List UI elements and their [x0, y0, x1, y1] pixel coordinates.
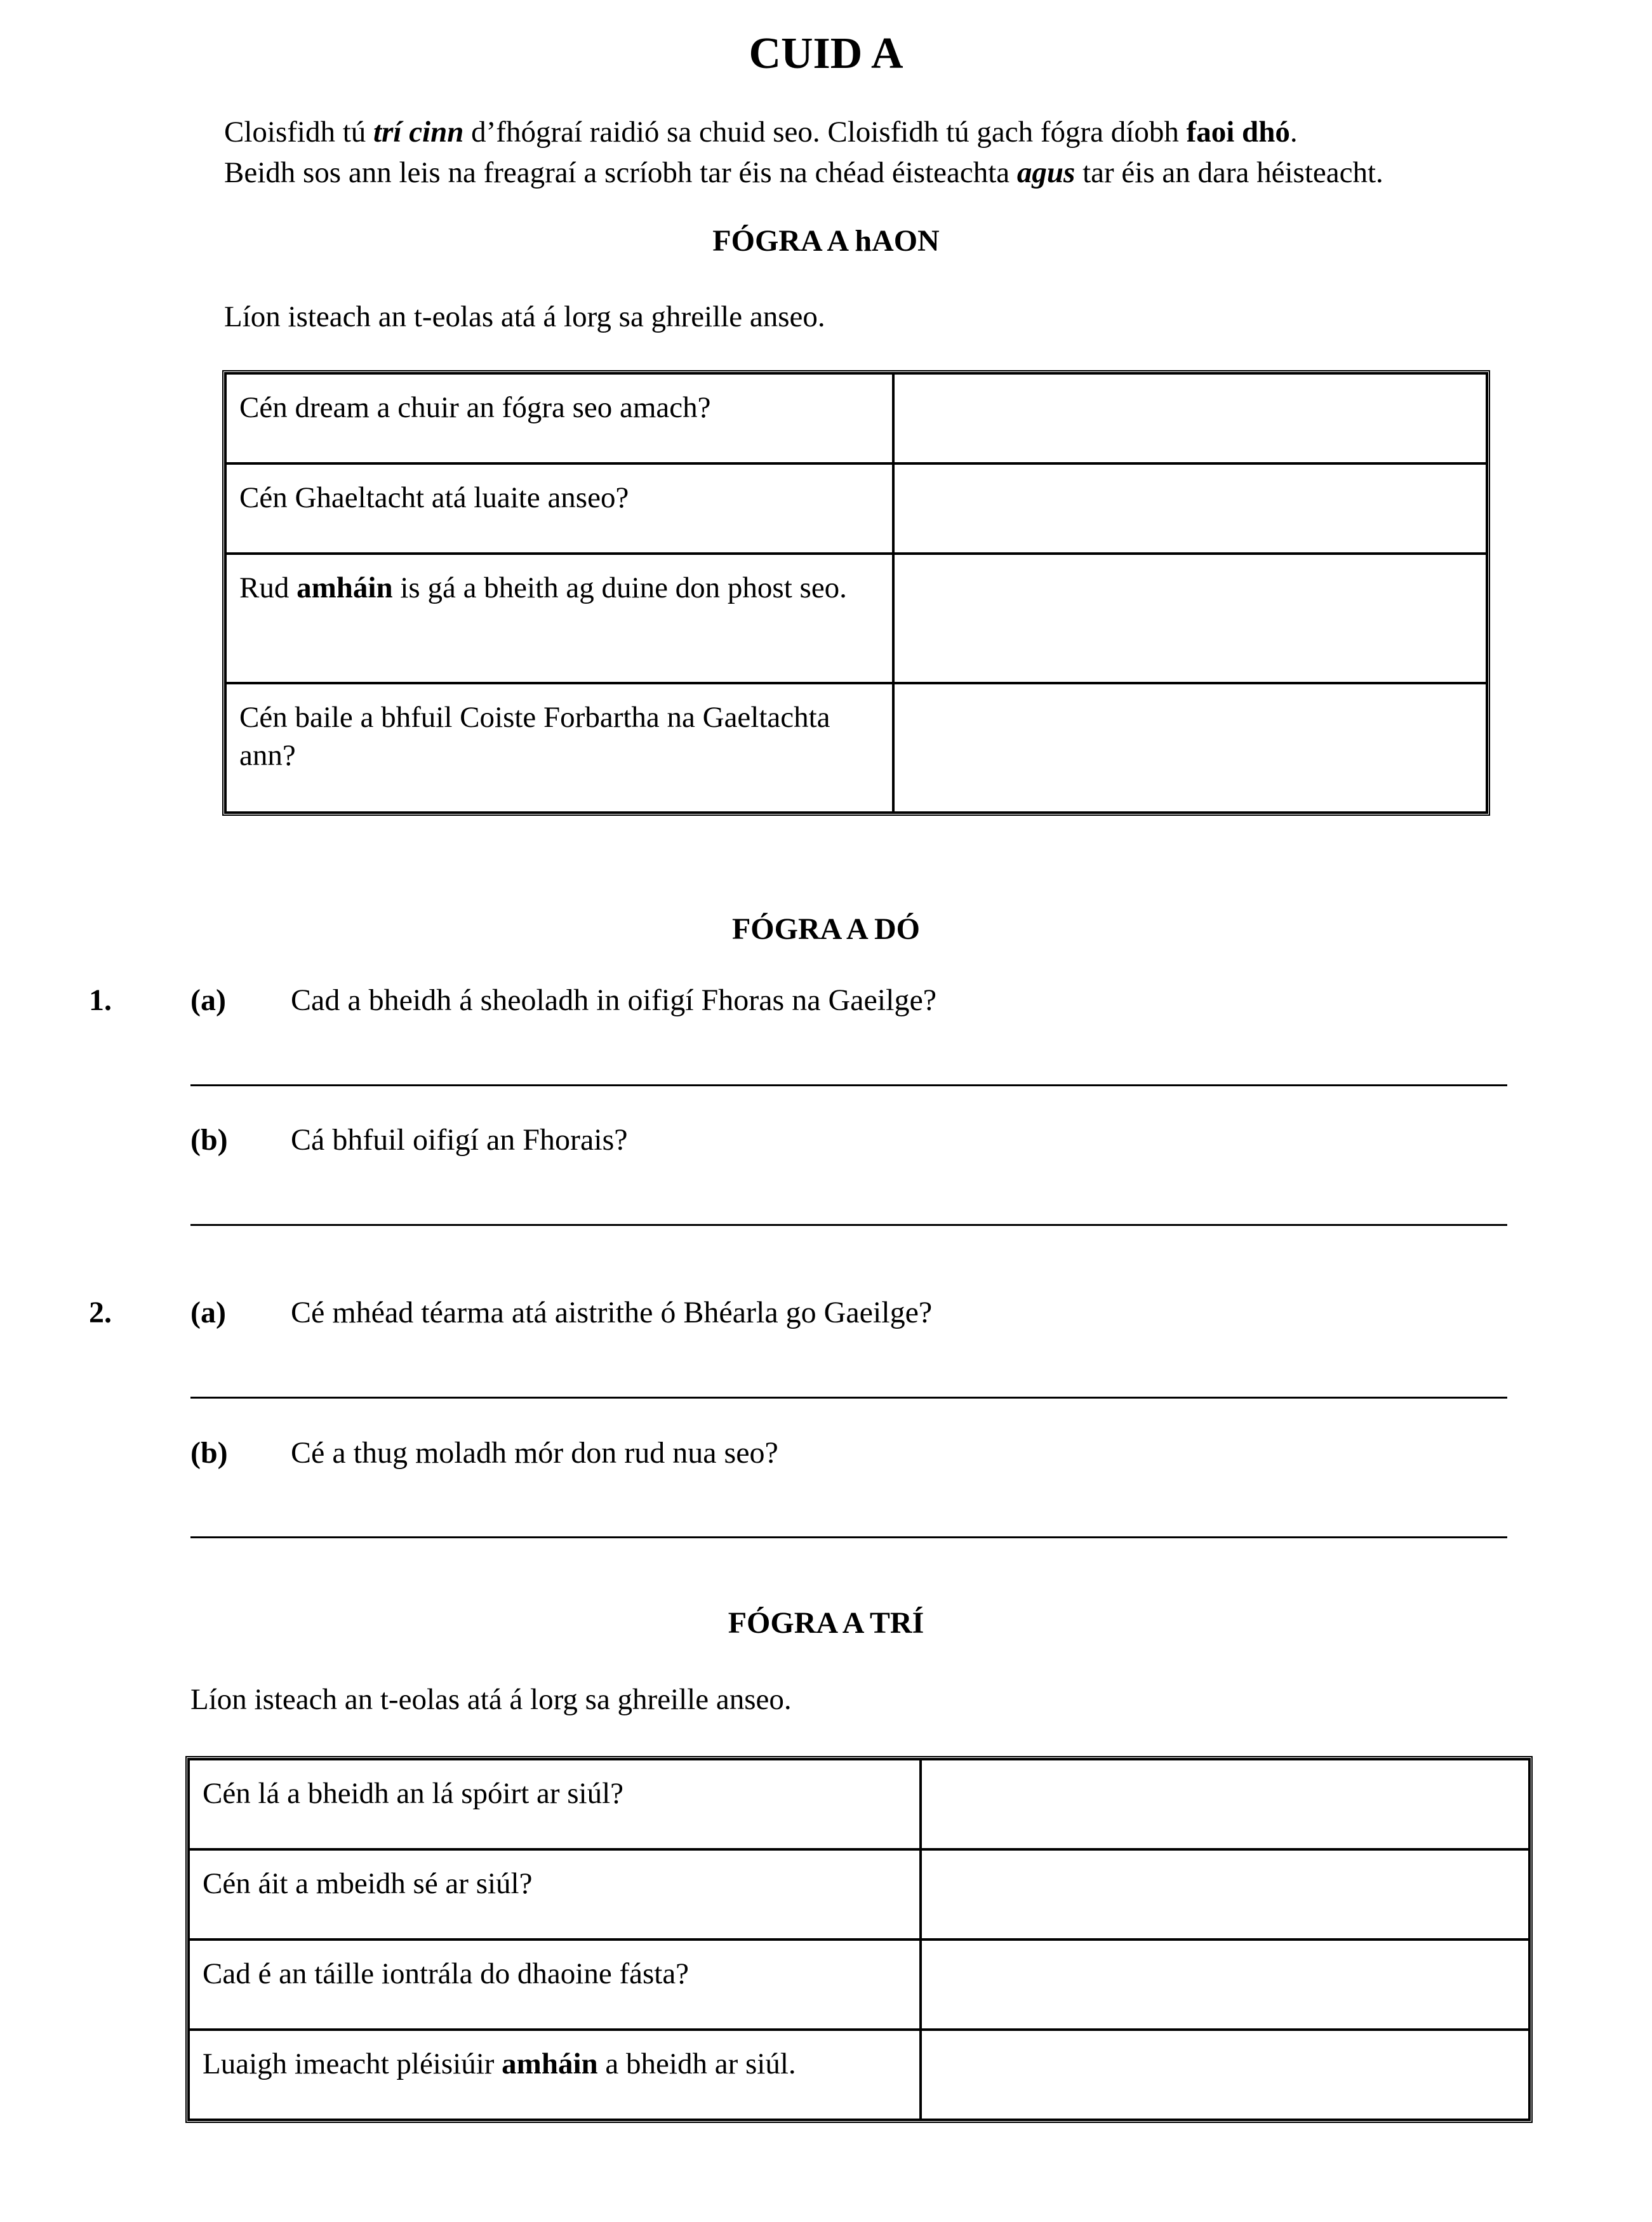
ad1-grid-row [225, 373, 1487, 463]
ad1-grid [222, 370, 1490, 816]
q1b-label: (b) [190, 1123, 228, 1157]
ad3-instruction: Líon isteach an t-eolas atá á lorg sa ghreille anseo. [190, 1683, 792, 1716]
ad3-grid [185, 1756, 1533, 2123]
q2b-text: Cé a thug moladh mór don rud nua seo? [291, 1436, 778, 1470]
ad3-heading: FÓGRA A TRÍ [728, 1606, 924, 1640]
ad1-grid-row [225, 554, 1487, 683]
ad1-instruction: Líon isteach an t-eolas atá á lorg sa ghreille anseo. [224, 300, 825, 333]
q1b-answer-line[interactable] [190, 1224, 1507, 1226]
q1a-answer-line[interactable] [190, 1084, 1507, 1086]
ad3-grid-row [189, 1849, 1529, 1939]
ad3-question: Cén lá a bheidh an lá spóirt ar siúl? [189, 1759, 921, 1849]
ad1-answer-cell[interactable] [893, 373, 1487, 463]
q2b-label: (b) [190, 1436, 228, 1470]
ad3-answer-cell[interactable] [921, 1759, 1529, 1849]
ad2-heading: FÓGRA A DÓ [731, 912, 921, 946]
ad1-answer-cell[interactable] [893, 463, 1487, 554]
q1-number: 1. [89, 983, 112, 1017]
ad3-grid-row [189, 1939, 1529, 2030]
intro-line-2: Beidh sos ann leis na freagraí a scríobh tar éis na chéad éisteachta agus tar éis an dara héisteacht. [224, 156, 1383, 189]
ad3-answer-cell[interactable] [921, 2030, 1529, 2120]
q2a-answer-line[interactable] [190, 1397, 1507, 1399]
ad1-question: Cén dream a chuir an fógra seo amach? [225, 373, 893, 463]
q1a-text: Cad a bheidh á sheoladh in oifigí Fhoras na Gaeilge? [291, 983, 937, 1017]
ad1-grid-row [225, 683, 1487, 813]
section-title: CUID A [749, 29, 903, 78]
q1b-text: Cá bhfuil oifigí an Fhorais? [291, 1123, 628, 1157]
ad3-grid-row [189, 2030, 1529, 2120]
ad3-grid-row [189, 1759, 1529, 1849]
ad1-answer-cell[interactable] [893, 683, 1487, 813]
ad1-grid-row [225, 463, 1487, 554]
q2a-label: (a) [190, 1296, 226, 1329]
ad1-question: Cén Ghaeltacht atá luaite anseo? [225, 463, 893, 554]
q2a-text: Cé mhéad téarma atá aistrithe ó Bhéarla go Gaeilge? [291, 1296, 933, 1329]
q1a-label: (a) [190, 983, 226, 1017]
ad1-question: Cén baile a bhfuil Coiste Forbartha na Gaeltachta ann? [225, 683, 893, 813]
ad1-question: Rud amháin is gá a bheith ag duine don phost seo. [225, 554, 893, 683]
ad1-answer-cell[interactable] [893, 554, 1487, 683]
ad3-answer-cell[interactable] [921, 1939, 1529, 2030]
ad3-question: Cén áit a mbeidh sé ar siúl? [189, 1849, 921, 1939]
q2b-answer-line[interactable] [190, 1536, 1507, 1538]
ad3-question: Cad é an táille iontrála do dhaoine fásta? [189, 1939, 921, 2030]
ad3-question: Luaigh imeacht pléisiúir amháin a bheidh ar siúl. [189, 2030, 921, 2120]
ad3-answer-cell[interactable] [921, 1849, 1529, 1939]
ad1-heading: FÓGRA A hAON [712, 224, 940, 258]
q2-number: 2. [89, 1296, 112, 1329]
intro-line-1: Cloisfidh tú trí cinn d’fhógraí raidió sa chuid seo. Cloisfidh tú gach fógra díobh faoi dhó. [224, 116, 1298, 149]
